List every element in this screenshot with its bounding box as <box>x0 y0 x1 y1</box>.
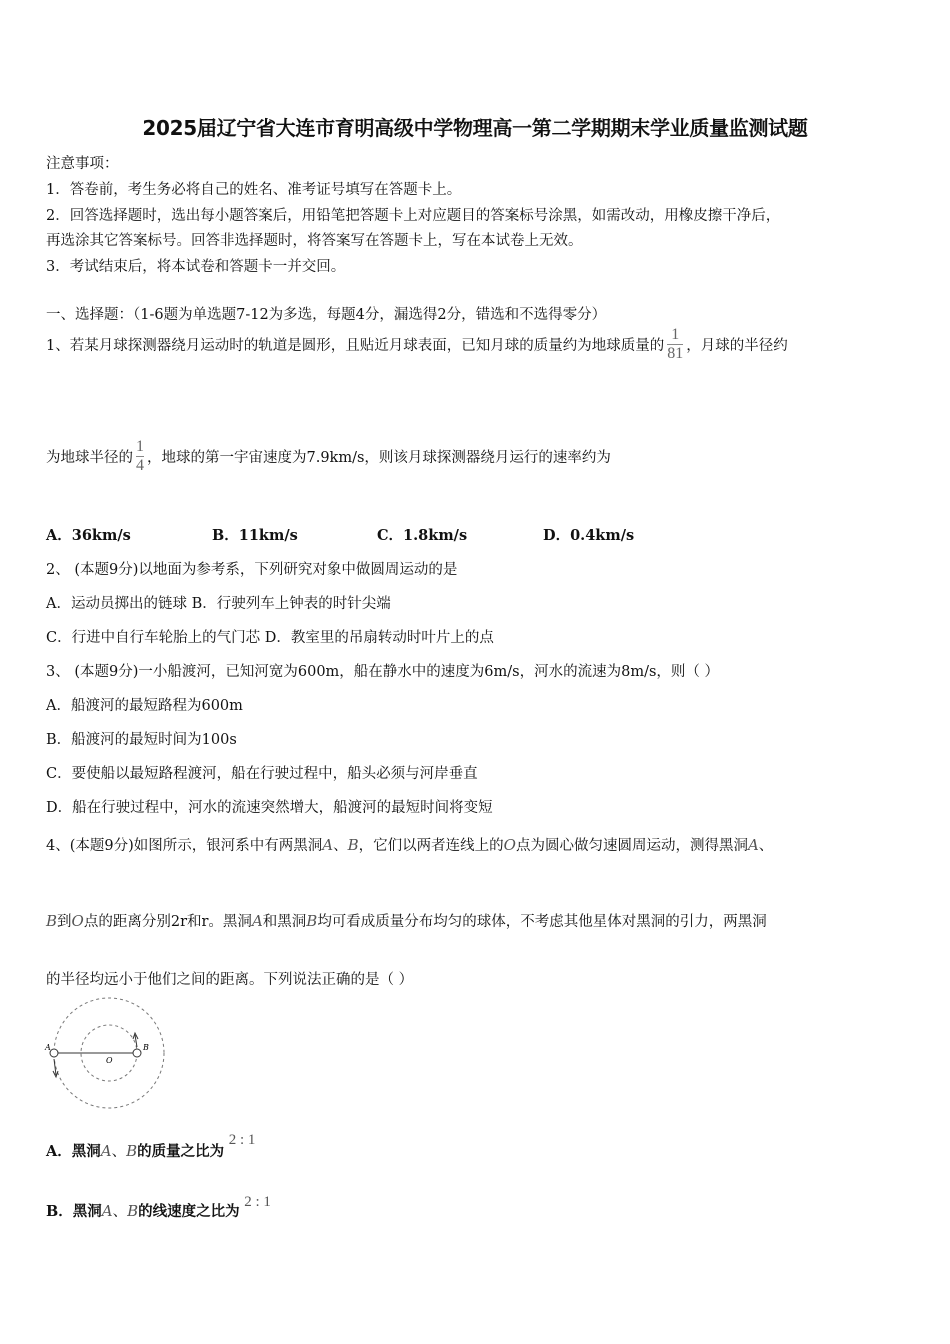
option-label: A．黑洞 <box>46 1143 101 1160</box>
option-label: B．黑洞 <box>46 1203 102 1220</box>
symbol-a: A <box>100 1142 112 1160</box>
black-hole-a <box>50 1049 58 1057</box>
question-4-text: 和黑洞 <box>262 914 307 930</box>
question-3-option-c: C．要使船以最短路程渡河，船在行驶过程中，船头必须与河岸垂直 <box>46 766 478 782</box>
question-4-option-a <box>46 1132 256 1161</box>
question-4-line3: 的半径均远小于他们之间的距离。下列说法正确的是（ ） <box>46 972 414 988</box>
black-hole-b <box>133 1049 141 1057</box>
question-3-option-a: A．船渡河的最短路程为600m <box>46 698 243 714</box>
notice-heading: 注意事项： <box>46 156 119 172</box>
ratio-value: 2 : 1 <box>244 1194 271 1210</box>
exam-title: 2025届辽宁省大连市育明高级中学物理高一第二学期期末学业质量监测试题 <box>142 116 808 140</box>
binary-black-hole-figure <box>42 995 172 1115</box>
question-1-option-c: C．1.8km/s <box>377 527 468 544</box>
fraction-denominator: 4 <box>136 457 144 474</box>
symbol-a: A <box>747 836 759 854</box>
separator: 、 <box>112 1204 128 1220</box>
question-4-text: 4、(本题9分)如图所示，银河系中有两黑洞 <box>46 838 323 854</box>
question-4-line2 <box>46 910 767 931</box>
question-1-option-a: A．36km/s <box>46 527 131 544</box>
symbol-o: O <box>71 912 84 930</box>
separator: 、 <box>111 1144 127 1160</box>
symbol-a: A <box>251 912 263 930</box>
label-o: O <box>106 1056 113 1065</box>
symbol-a: A <box>101 1202 113 1220</box>
question-1-line2 <box>46 438 611 475</box>
symbol-b: B <box>306 912 318 930</box>
separator: 、 <box>333 838 348 854</box>
fraction-numerator: 1 <box>671 326 680 343</box>
option-text: 的质量之比为 <box>137 1143 225 1160</box>
label-a: A <box>45 1043 51 1052</box>
option-text: 的线速度之比为 <box>138 1203 240 1220</box>
notice-item: 再选涂其它答案标号。回答非选择题时，将答案写在答题卡上，写在本试卷上无效。 <box>46 233 583 249</box>
question-1-text: 1、若某月球探测器绕月运动时的轨道是圆形，且贴近月球表面，已知月球的质量约为地球质量的 <box>46 338 665 354</box>
question-4-text: 点为圆心做匀速圆周运动，测得黑洞 <box>515 838 748 854</box>
question-1-text-2: ，地球的第一宇宙速度为7.9km/s，则该月球探测器绕月运行的速率约为 <box>147 450 611 466</box>
fraction-numerator: 1 <box>136 438 144 455</box>
question-1-text-tail: ，月球的半径约 <box>686 338 788 354</box>
question-1-option-b: B．11km/s <box>212 527 298 544</box>
symbol-o: O <box>503 836 516 854</box>
fraction-1-4 <box>136 438 144 475</box>
question-4-text: 到 <box>57 914 72 930</box>
label-b: B <box>143 1043 149 1052</box>
fraction-denominator: 81 <box>667 345 684 362</box>
question-3-option-d: D．船在行驶过程中，河水的流速突然增大，船渡河的最短时间将变短 <box>46 800 493 816</box>
notice-item: 1．答卷前，考生务必将自己的姓名、准考证号填写在答题卡上。 <box>46 182 462 198</box>
separator: 、 <box>758 838 774 854</box>
question-4-text: ，它们以两者连线上的 <box>358 838 504 854</box>
fraction-1-81 <box>667 326 683 363</box>
symbol-b: B <box>46 912 58 930</box>
question-1-text-2-head: 为地球半径的 <box>46 450 133 466</box>
question-3-stem: 3、 (本题9分)一小船渡河，已知河宽为600m，船在静水中的速度为6m/s，河水的流速为8m/s，则（ ） <box>46 664 720 680</box>
question-1-option-d: D．0.4km/s <box>543 527 635 544</box>
question-3-option-b: B．船渡河的最短时间为100s <box>46 732 237 748</box>
notice-item: 2．回答选择题时，选出每小题答案后，用铅笔把答题卡上对应题目的答案标号涂黑，如需改动，用橡皮擦干净后， <box>46 208 781 224</box>
ratio-value: 2 : 1 <box>228 1132 256 1148</box>
question-4-text: 点的距离分别2r和r。黑洞 <box>83 914 252 930</box>
symbol-b: B <box>127 1202 139 1220</box>
symbol-a: A <box>322 836 334 854</box>
question-4-text: 均可看成质量分布均匀的球体，不考虑其他星体对黑洞的引力，两黑洞 <box>317 914 767 930</box>
question-2-stem: 2、 (本题9分)以地面为参考系，下列研究对象中做圆周运动的是 <box>46 562 458 578</box>
section-heading: 一、选择题：（1-6题为单选题7-12为多选，每题4分，漏选得2分，错选和不选得零分） <box>46 307 607 323</box>
question-4-option-b <box>46 1194 271 1221</box>
notice-item: 3．考试结束后，将本试卷和答题卡一并交回。 <box>46 259 346 275</box>
symbol-b: B <box>347 836 359 854</box>
question-1-line1 <box>46 326 788 363</box>
symbol-b: B <box>126 1142 138 1160</box>
question-2-options-cd: C．行进中自行车轮胎上的气门芯 D．教室里的吊扇转动时叶片上的点 <box>46 630 494 646</box>
question-2-options-ab: A．运动员掷出的链球 B．行驶列车上钟表的时针尖端 <box>46 596 391 612</box>
question-4-line1 <box>46 834 773 855</box>
